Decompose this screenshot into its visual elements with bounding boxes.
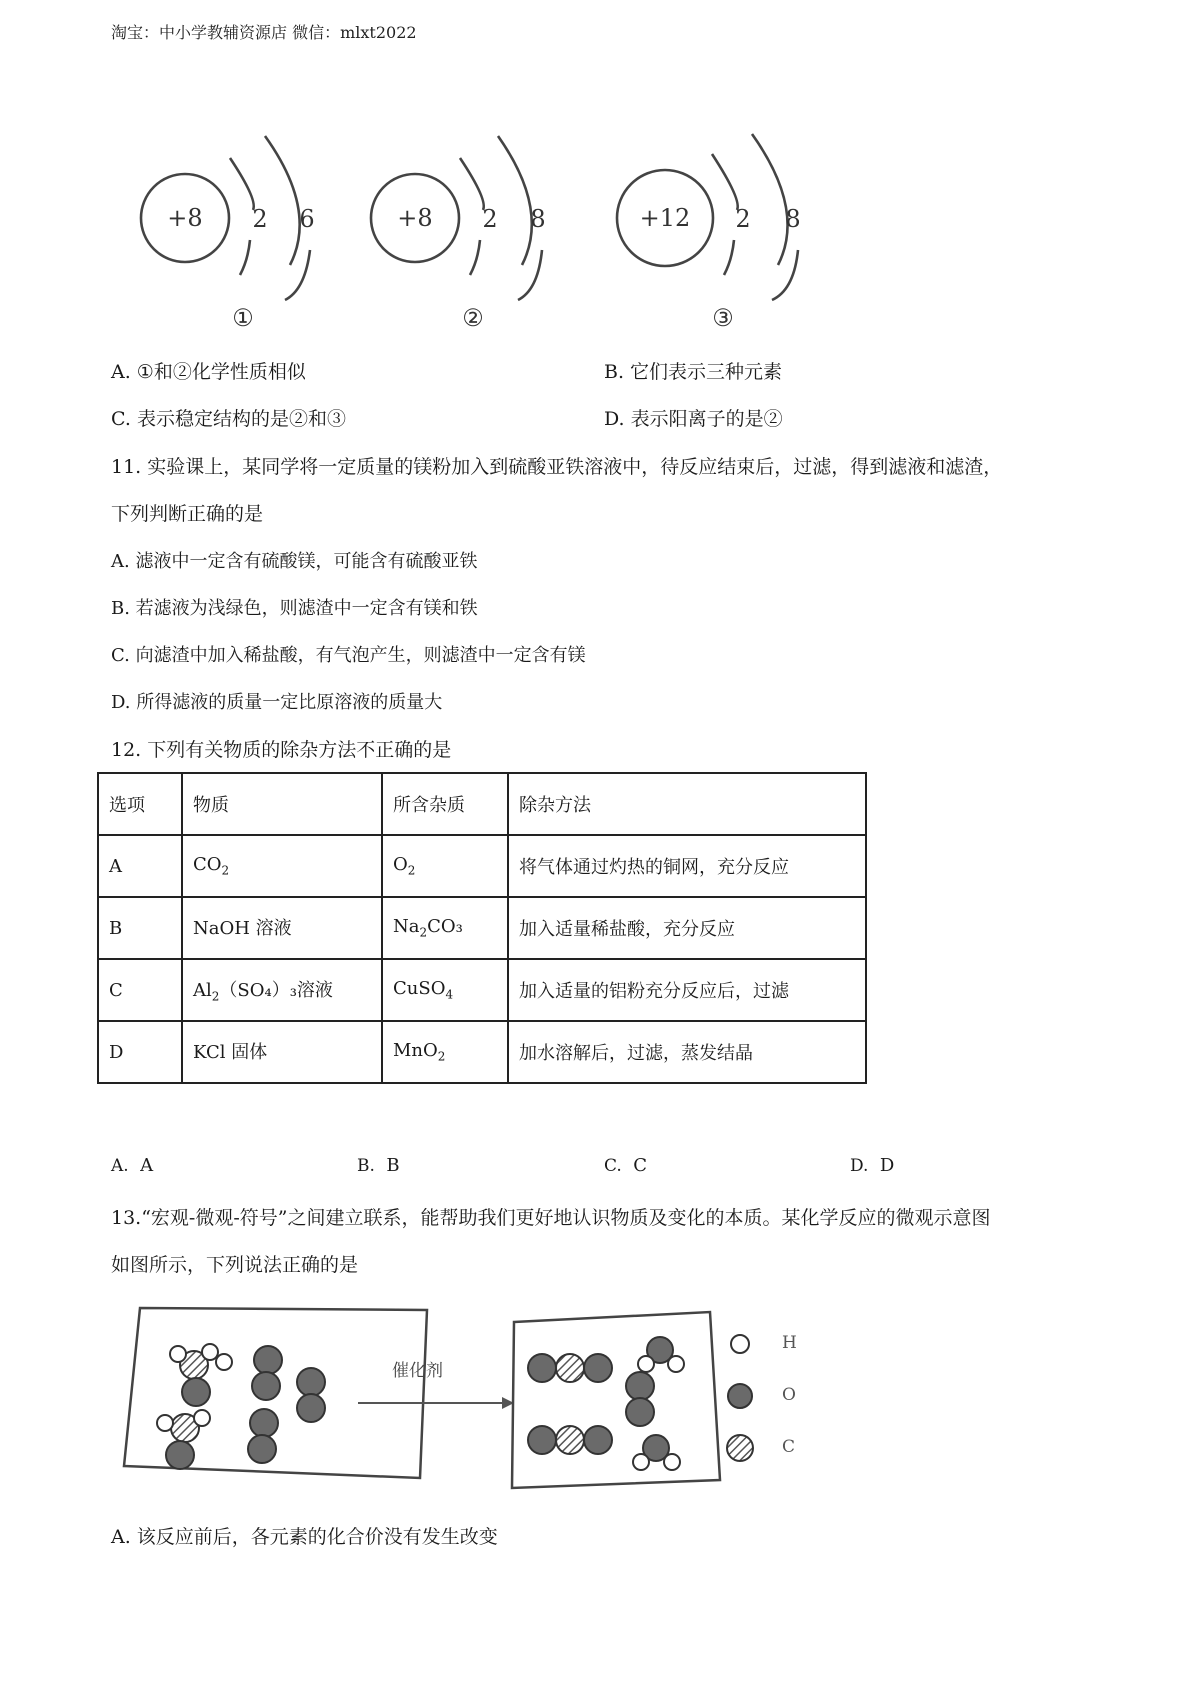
q10-option-a: A. ①和②化学性质相似 — [111, 361, 306, 383]
legend-carbon-icon — [727, 1435, 753, 1461]
table-cell-method: 将气体通过灼热的铜网，充分反应 — [508, 835, 866, 897]
q12-answer-b: B. B — [357, 1155, 400, 1176]
catalyst-label: 催化剂 — [392, 1361, 443, 1381]
q11-option-c: C. 向滤渣中加入稀盐酸，有气泡产生，则滤渣中一定含有镁 — [111, 645, 586, 666]
shell-arc — [724, 240, 734, 275]
q12-answer-a: A. A — [111, 1155, 154, 1176]
q11-stem: 11. 实验课上，某同学将一定质量的镁粉加入到硫酸亚铁溶液中，待反应结束后，过滤，得到滤液和滤渣， — [111, 456, 1003, 478]
reaction-micro-diagram — [0, 1300, 1200, 1500]
atom-2-nucleus: +8 — [397, 204, 433, 232]
atom-1-label: ① — [232, 304, 254, 332]
q11-option-b: B. 若滤液为浅绿色，则滤渣中一定含有镁和铁 — [111, 598, 478, 619]
atom-3-shell-1: 2 — [735, 205, 751, 233]
atom-structure-diagrams — [0, 100, 1200, 440]
q11-option-a: A. 滤液中一定含有硫酸镁，可能含有硫酸亚铁 — [111, 551, 478, 572]
q12-answer-c: C. C — [604, 1155, 648, 1176]
shell-arc — [712, 154, 738, 210]
legend-hydrogen-icon — [731, 1335, 749, 1353]
shell-arc — [230, 158, 254, 210]
q13-stem-cont: 如图所示，下列说法正确的是 — [111, 1254, 359, 1276]
table-cell-impurity: CuSO$_4$ — [382, 959, 508, 1021]
atom-1-nucleus: +8 — [167, 204, 203, 232]
table-cell-substance: KCl 固体 — [182, 1021, 382, 1083]
legend-label-o: O — [782, 1385, 796, 1405]
q11-stem-cont: 下列判断正确的是 — [111, 503, 264, 525]
atom-3-shell-2: 8 — [785, 205, 801, 233]
table-cell-substance: NaOH 溶液 — [182, 897, 382, 959]
table-cell-substance: $Al_2(SO_4)_3$溶液 — [182, 959, 382, 1021]
atom-2-shell-2: 8 — [530, 205, 546, 233]
shell-arc — [498, 136, 532, 265]
atom-2-label: ② — [462, 304, 484, 332]
table-cell-impurity: MnO$_2$ — [382, 1021, 508, 1083]
table-cell-method: 加入适量稀盐酸，充分反应 — [508, 897, 866, 959]
q13-option-a: A. 该反应前后，各元素的化合价没有发生改变 — [111, 1526, 498, 1548]
atom-3-label: ③ — [712, 304, 734, 332]
table-cell-substance: $CO_2$ — [182, 835, 382, 897]
shell-arc — [240, 240, 250, 275]
table-header: 选项 — [98, 773, 182, 835]
atom-3-nucleus: +12 — [639, 204, 691, 232]
shell-arc — [752, 134, 788, 265]
table-cell-option: B — [98, 897, 182, 959]
page-header: 淘宝：中小学教辅资源店 微信：mlxt2022 — [111, 23, 417, 42]
shell-arc — [518, 250, 542, 300]
shell-arc — [265, 136, 300, 265]
q12-answer-d: D. D — [850, 1155, 895, 1176]
q11-option-d: D. 所得滤液的质量一定比原溶液的质量大 — [111, 692, 443, 713]
q13-stem: 13.“宏观-微观-符号”之间建立联系，能帮助我们更好地认识物质及变化的本质。某化学反应的微观示意图 — [111, 1207, 991, 1229]
impurity-table — [97, 772, 867, 1084]
table-row — [98, 897, 866, 959]
q10-option-d: D. 表示阳离子的是② — [604, 408, 783, 430]
shell-arc — [460, 158, 484, 210]
atom-1-shell-2: 6 — [299, 205, 315, 233]
shell-arc — [772, 250, 798, 300]
table-row — [98, 835, 866, 897]
shell-arc — [470, 240, 480, 275]
table-cell-method: 加水溶解后，过滤，蒸发结晶 — [508, 1021, 866, 1083]
q12-stem: 12. 下列有关物质的除杂方法不正确的是 — [111, 739, 452, 761]
atom-2-shell-1: 2 — [482, 205, 498, 233]
legend-label-c: C — [782, 1437, 796, 1457]
table-cell-option: C — [98, 959, 182, 1021]
legend-oxygen-icon — [728, 1384, 752, 1408]
q10-option-b: B. 它们表示三种元素 — [604, 361, 783, 383]
shell-arc — [285, 250, 310, 300]
product-box — [512, 1312, 720, 1488]
table-cell-impurity: $O_2$ — [382, 835, 508, 897]
table-header: 物质 — [182, 773, 382, 835]
table-cell-option: A — [98, 835, 182, 897]
legend-label-h: H — [782, 1333, 797, 1353]
table-header: 除杂方法 — [508, 773, 866, 835]
table-header: 所含杂质 — [382, 773, 508, 835]
atom-1-shell-1: 2 — [252, 205, 268, 233]
table-row — [98, 959, 866, 1021]
table-cell-method: 加入适量的铝粉充分反应后，过滤 — [508, 959, 866, 1021]
table-row — [98, 1021, 866, 1083]
q10-option-c: C. 表示稳定结构的是②和③ — [111, 408, 346, 430]
table-cell-impurity: $Na_2CO_3$ — [382, 897, 508, 959]
table-header-row — [98, 773, 866, 835]
table-cell-option: D — [98, 1021, 182, 1083]
